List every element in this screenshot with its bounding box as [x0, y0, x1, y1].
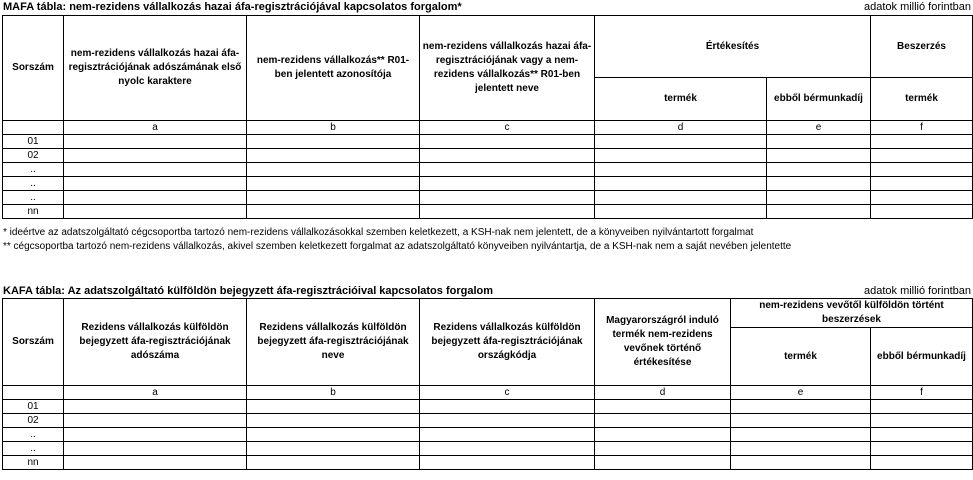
table-cell[interactable] — [247, 163, 420, 177]
table-cell[interactable] — [767, 149, 871, 163]
row-number: 01 — [3, 135, 64, 149]
row-number: .. — [3, 177, 64, 191]
table-cell[interactable] — [420, 400, 595, 414]
mafa-header-f: termék — [871, 78, 973, 121]
row-number: .. — [3, 428, 64, 442]
table-cell[interactable] — [420, 414, 595, 428]
table-cell[interactable] — [767, 163, 871, 177]
table-cell[interactable] — [595, 428, 731, 442]
table-row — [3, 456, 973, 470]
kafa-letter-row — [3, 386, 973, 400]
table-row — [3, 191, 973, 205]
table-cell[interactable] — [871, 149, 973, 163]
table-cell[interactable] — [247, 400, 420, 414]
table-cell[interactable] — [595, 205, 767, 219]
mafa-header-c: nem-rezidens vállalkozás hazai áfa-regisztrációjának vagy a nem-rezidens vállalkozás** R01-ben jelentett neve — [420, 16, 595, 121]
table-cell[interactable] — [64, 456, 247, 470]
footnote-1: * ideértve az adatszolgáltató cégcsoportba tartozó nem-rezidens vállalkozásokkal szemben keletkezett, a KSH-nak nem jelentett, de a könyveiben nyilvántartott forgalmat — [3, 227, 754, 238]
table-cell[interactable] — [767, 191, 871, 205]
row-number: nn — [3, 205, 64, 219]
table-row — [3, 400, 973, 414]
table-cell[interactable] — [420, 428, 595, 442]
table-cell[interactable] — [64, 428, 247, 442]
table-cell[interactable] — [247, 456, 420, 470]
mafa-header-beszerzes: Beszerzés — [871, 16, 973, 78]
kafa-header-beszerzes: nem-rezidens vevőtől külföldön történt beszerzések — [731, 299, 973, 328]
kafa-table — [2, 298, 973, 470]
row-number: .. — [3, 191, 64, 205]
kafa-letter-e: e — [731, 386, 871, 400]
table-cell[interactable] — [871, 442, 973, 456]
table-cell[interactable] — [420, 191, 595, 205]
mafa-letter-f: f — [871, 121, 973, 135]
mafa-header-a: nem-rezidens vállalkozás hazai áfa-regisztrációjának adószámának első nyolc karaktere — [64, 16, 247, 121]
table-cell[interactable] — [871, 135, 973, 149]
kafa-header-sorszam: Sorszám — [3, 299, 64, 386]
mafa-title: MAFA tábla: nem-rezidens vállalkozás hazai áfa-regisztrációjával kapcsolatos forgalom* — [3, 1, 462, 13]
mafa-letter-d: d — [595, 121, 767, 135]
table-cell[interactable] — [247, 191, 420, 205]
table-cell[interactable] — [731, 442, 871, 456]
table-cell[interactable] — [64, 163, 247, 177]
table-cell[interactable] — [871, 177, 973, 191]
table-cell[interactable] — [871, 414, 973, 428]
table-cell[interactable] — [247, 442, 420, 456]
table-cell[interactable] — [420, 163, 595, 177]
table-cell[interactable] — [64, 177, 247, 191]
kafa-letter-d: d — [595, 386, 731, 400]
table-cell[interactable] — [64, 205, 247, 219]
kafa-letter-c: c — [420, 386, 595, 400]
kafa-letter-b: b — [247, 386, 420, 400]
table-cell[interactable] — [420, 205, 595, 219]
mafa-header-d: termék — [595, 78, 767, 121]
table-cell[interactable] — [420, 135, 595, 149]
table-cell[interactable] — [871, 191, 973, 205]
row-number: 02 — [3, 414, 64, 428]
kafa-title: KAFA tábla: Az adatszolgáltató külföldön bejegyzett áfa-regisztrációival kapcsolatos forgalom — [3, 285, 493, 297]
table-row — [3, 428, 973, 442]
table-cell[interactable] — [731, 428, 871, 442]
table-cell[interactable] — [64, 400, 247, 414]
kafa-letter-empty — [3, 386, 64, 400]
mafa-letter-c: c — [420, 121, 595, 135]
table-cell[interactable] — [595, 163, 767, 177]
row-number: 02 — [3, 149, 64, 163]
mafa-header-sorszam: Sorszám — [3, 16, 64, 121]
mafa-letter-a: a — [64, 121, 247, 135]
mafa-header-e: ebből bérmunkadíj — [767, 78, 871, 121]
table-cell[interactable] — [767, 205, 871, 219]
table-cell[interactable] — [871, 205, 973, 219]
row-number: nn — [3, 456, 64, 470]
table-cell[interactable] — [871, 428, 973, 442]
table-cell[interactable] — [420, 177, 595, 191]
table-cell[interactable] — [731, 456, 871, 470]
table-cell[interactable] — [64, 191, 247, 205]
table-cell[interactable] — [420, 149, 595, 163]
mafa-table — [2, 15, 973, 219]
kafa-header-b: Rezidens vállalkozás külföldön bejegyzett áfa-regisztrációjának neve — [247, 299, 420, 386]
mafa-letter-e: e — [767, 121, 871, 135]
kafa-header-e: termék — [731, 328, 871, 386]
kafa-unit-label: adatok millió forintban — [863, 285, 971, 297]
table-cell[interactable] — [595, 177, 767, 191]
table-cell[interactable] — [64, 135, 247, 149]
table-cell[interactable] — [247, 149, 420, 163]
table-cell[interactable] — [64, 414, 247, 428]
row-number: 01 — [3, 400, 64, 414]
table-cell[interactable] — [247, 205, 420, 219]
table-cell[interactable] — [420, 456, 595, 470]
table-row — [3, 414, 973, 428]
kafa-header-c: Rezidens vállalkozás külföldön bejegyzett áfa-regisztrációjának országkódja — [420, 299, 595, 386]
table-cell[interactable] — [731, 400, 871, 414]
table-cell[interactable] — [595, 456, 731, 470]
table-cell[interactable] — [247, 414, 420, 428]
table-cell[interactable] — [595, 400, 731, 414]
mafa-letter-row — [3, 121, 973, 135]
table-cell[interactable] — [247, 135, 420, 149]
table-row — [3, 177, 973, 191]
mafa-header-b: nem-rezidens vállalkozás** R01-ben jelentett azonosítója — [247, 16, 420, 121]
table-cell[interactable] — [64, 149, 247, 163]
table-cell[interactable] — [595, 442, 731, 456]
table-cell[interactable] — [767, 135, 871, 149]
table-cell[interactable] — [871, 456, 973, 470]
table-row — [3, 163, 973, 177]
table-cell[interactable] — [420, 442, 595, 456]
table-cell[interactable] — [731, 414, 871, 428]
table-cell[interactable] — [595, 149, 767, 163]
mafa-letter-empty — [3, 121, 64, 135]
kafa-letter-f: f — [871, 386, 973, 400]
table-cell[interactable] — [595, 191, 767, 205]
mafa-unit-label: adatok millió forintban — [863, 1, 971, 13]
table-row — [3, 149, 973, 163]
kafa-header-d: Magyarországról induló termék nem-rezidens vevőnek történő értékesítése — [595, 299, 731, 386]
mafa-header-ertekesites: Értékesítés — [595, 16, 871, 78]
table-cell[interactable] — [595, 135, 767, 149]
kafa-header-f: ebből bérmunkadíj — [871, 328, 973, 386]
table-cell[interactable] — [767, 177, 871, 191]
table-row — [3, 442, 973, 456]
row-number: .. — [3, 442, 64, 456]
kafa-header-a: Rezidens vállalkozás külföldön bejegyzett áfa-regisztrációjának adószáma — [64, 299, 247, 386]
table-cell[interactable] — [247, 428, 420, 442]
table-row — [3, 205, 973, 219]
table-cell[interactable] — [247, 177, 420, 191]
row-number: .. — [3, 163, 64, 177]
footnote-2: ** cégcsoportba tartozó nem-rezidens vállalkozás, akivel szemben keletkezett forgalmat az adatszolgáltató könyveiben nyilvántartja, de a KSH-nak nem a saját nevében jelentette — [3, 241, 792, 252]
kafa-letter-a: a — [64, 386, 247, 400]
table-cell[interactable] — [595, 414, 731, 428]
table-cell[interactable] — [871, 163, 973, 177]
table-cell[interactable] — [871, 400, 973, 414]
table-cell[interactable] — [64, 442, 247, 456]
table-row — [3, 135, 973, 149]
mafa-letter-b: b — [247, 121, 420, 135]
